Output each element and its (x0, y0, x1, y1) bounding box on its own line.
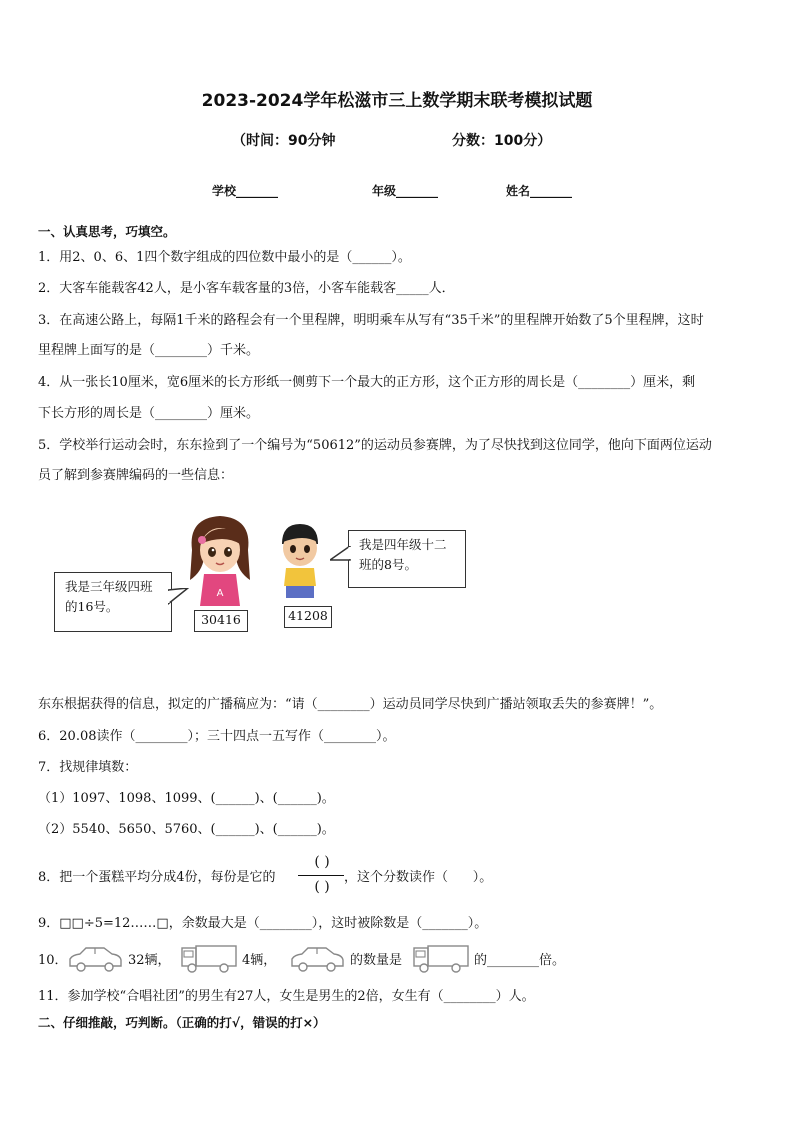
boy-speech-bubble: 我是四年级十二班的8号。 (348, 530, 466, 588)
page-title: 2023-2024学年松滋市三上数学期末联考模拟试题 (201, 91, 593, 111)
school-field[interactable]: 学校_______ (212, 184, 279, 198)
question-10-car-count: 32辆， (128, 953, 171, 968)
question-8-prefix: 8．把一个蛋糕平均分成4份，每份是它的 (38, 870, 276, 885)
question-8-suffix: ，这个分数读作（ ）。 (344, 870, 493, 885)
question-1: 1．用2、0、6、1四个数字组成的四位数中最小的是（______）。 (38, 250, 411, 265)
car-icon-2 (288, 944, 346, 974)
athletes-illustration (50, 508, 480, 638)
svg-text:A: A (216, 588, 224, 599)
question-10-compare-text: 的数量是 (350, 953, 403, 968)
total-score: 分数：100分） (452, 133, 552, 149)
girl-speech-bubble: 我是三年级四班的16号。 (54, 572, 172, 632)
grade-field[interactable]: 年级_______ (372, 184, 439, 198)
question-10-truck-count: 4辆， (242, 953, 277, 968)
question-11: 11．参加学校“合唱社团”的男生有27人，女生是男生的2倍，女生有（________）人。 (38, 989, 535, 1004)
question-9: 9．□□÷5=12……□，余数最大是（________），这时被除数是（_______）。 (38, 916, 488, 931)
name-field[interactable]: 姓名_______ (506, 184, 573, 198)
question-3-line-2: 里程牌上面写的是（________）千米。 (38, 343, 260, 358)
girl-athlete-icon (180, 510, 260, 610)
truck-icon (180, 944, 238, 974)
question-5-line-3: 东东根据获得的信息，拟定的广播稿应为：“请（________）运动员同学尽快到广播站领取丢失的参赛牌！”。 (38, 697, 663, 712)
boy-bib-number: 41208 (284, 606, 332, 628)
question-7: 7．找规律填数： (38, 760, 138, 775)
question-4-line-2: 下长方形的周长是（________）厘米。 (38, 406, 260, 421)
question-5-line-1: 5．学校举行运动会时，东东捡到了一个编号为“50612”的运动员参赛牌，为了尽快找到这位同学，他向下面两位运动 (38, 438, 712, 453)
truck-icon-2 (412, 944, 470, 974)
time-limit: （时间：90分钟 (232, 133, 336, 149)
question-7-part-2: （2）5540、5650、5760、(______)、(______)。 (38, 822, 335, 837)
car-icon (66, 944, 124, 974)
question-5-line-2: 员了解到参赛牌编码的一些信息： (38, 468, 234, 483)
boy-athlete-icon (274, 522, 324, 602)
question-4-line-1: 4．从一张长10厘米，宽6厘米的长方形纸一侧剪下一个最大的正方形，这个正方形的周长是（________）厘米，剩 (38, 375, 696, 390)
question-2: 2．大客车能载客42人，是小客车载客量的3倍，小客车能载客_____人． (38, 281, 455, 296)
fraction-numerator-blank[interactable]: ( ) (314, 854, 330, 870)
girl-bib-number: 30416 (194, 610, 248, 632)
question-3-line-1: 3．在高速公路上，每隔1千米的路程会有一个里程牌，明明乘车从写有“35千米”的里程牌开始数了5个里程牌，这时 (38, 313, 704, 328)
blank-fraction[interactable] (296, 852, 346, 900)
question-7-part-1: （1）1097、1098、1099、(______)、(______)。 (38, 791, 335, 806)
fraction-denominator-blank[interactable]: ( ) (314, 879, 330, 895)
boy-bubble-tail-icon (330, 546, 352, 566)
section-1-heading: 一、认真思考，巧填空。 (38, 224, 176, 239)
question-6: 6．20.08读作（________）；三十四点一五写作（________）。 (38, 729, 396, 744)
question-10-number: 10． (38, 953, 68, 968)
question-10-answer: 的________倍。 (474, 953, 566, 968)
section-2-heading: 二、仔细推敲，巧判断。（正确的打√，错误的打×） (38, 1015, 326, 1030)
fraction-bar (298, 875, 344, 876)
